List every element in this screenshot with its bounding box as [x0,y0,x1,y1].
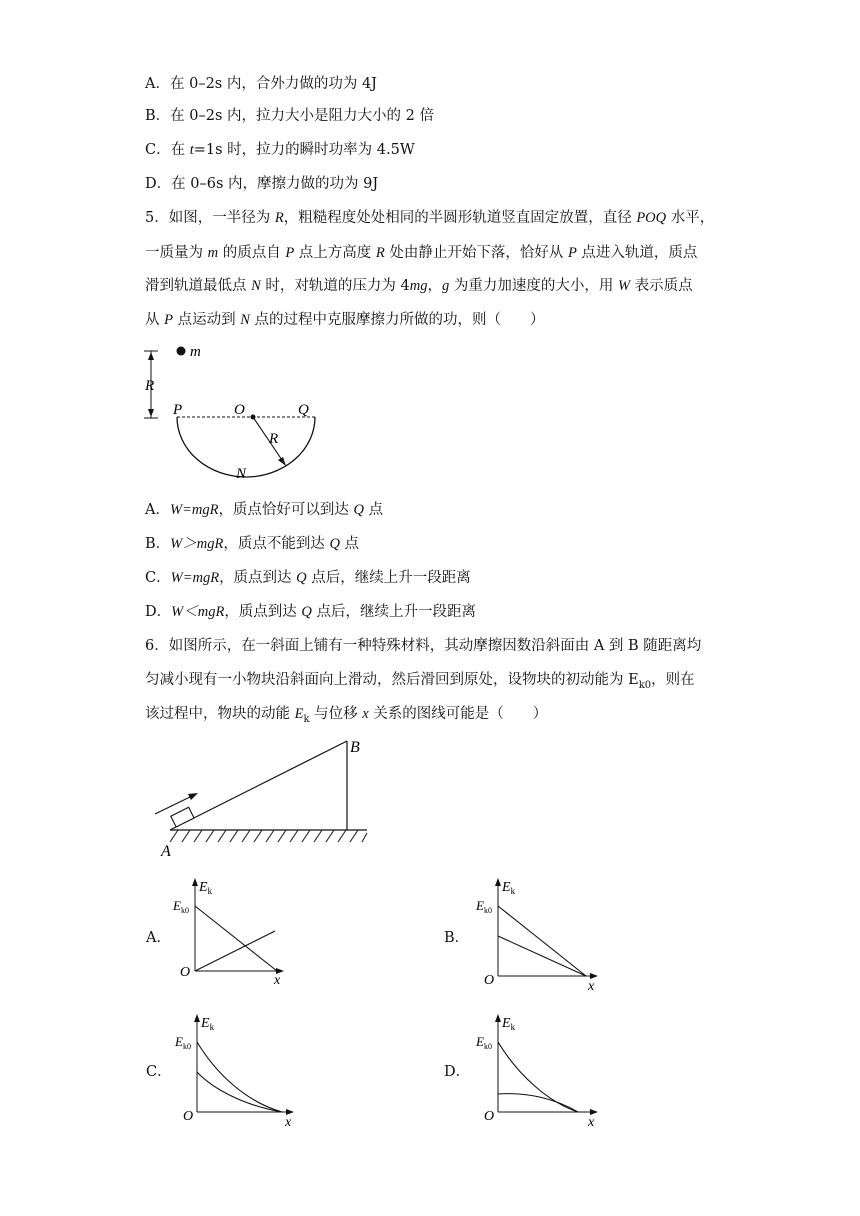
particle-dot [177,347,186,356]
origin-label: O [183,1109,194,1124]
q5-stem-line3: 滑到轨道最低点 N 时，对轨道的压力为 4mg，g 为重力加速度的大小，用 W 表示质点 [145,278,693,294]
point-n-label: N [236,466,247,482]
q5-stem-line4: 从 P 点运动到 N 点的过程中克服摩擦力所做的功，则（ ） [145,312,545,328]
curve-return-leg [498,936,586,976]
ek0-label: $E_{k0}$ [175,1034,191,1051]
ek0-label: $E_{k0}$ [173,898,189,915]
ground-hatching [170,830,367,842]
velocity-arrowhead [188,793,198,800]
dimension-arrow-up [148,352,154,360]
q5-stem-line2: 一质量为 m 的质点自 P 点上方高度 R 处由静止开始下落，恰好从 P 点进入轨道，质点 [145,245,698,261]
point-q-label: Q [298,402,309,418]
q5-option-c: C．W=mgR，质点到达 Q 点后，继续上升一段距离 [145,570,471,586]
graph-option-d-label: D． [444,1064,471,1080]
q6-stem-line1: 6．如图所示，在一斜面上铺有一种特殊材料，其动摩擦因数沿斜面由 A 到 B 随距离均 [145,638,702,654]
graph-option-c-label: C． [146,1064,172,1080]
q6-stem-line2: 匀减小现有一小物块沿斜面向上滑动，然后滑回到原处，设物块的初动能为 $E_{k0}$，则在 [145,672,695,691]
x-axis-label: x [588,979,595,992]
height-label: R [145,378,155,394]
curve-decreasing [195,906,277,971]
q5-option-a: A．W=mgR，质点恰好可以到达 Q 点 [145,502,384,518]
point-a-label: A [161,843,171,860]
ek0-label: $E_{k0}$ [476,898,492,915]
y-axis-arrow [495,1014,501,1022]
y-axis-arrow [495,878,501,886]
y-axis-label: $E_k$ [201,1016,215,1032]
q5-stem-line1: 5．如图，一半径为 R，粗糙程度处处相同的半圆形轨道竖直固定放置，直径 POQ 水平， [145,210,715,226]
point-b-label: B [350,739,360,756]
dimension-arrow-down [148,409,154,417]
curve-return-leg [498,1094,578,1112]
curve-increasing [195,931,275,971]
radius-arrowhead [278,457,286,466]
y-axis-label: $E_k$ [502,1016,516,1032]
point-p-label: P [173,402,183,418]
y-axis-arrow [194,1014,200,1022]
origin-label: O [484,1109,495,1124]
radius-label: R [269,431,279,447]
incline-figure [150,734,380,862]
q4-option-d: D．在 0–6s 内，摩擦力做的功为 9J [145,176,379,192]
graph-option-b [476,874,606,992]
x-axis-label: x [274,973,281,986]
q6-stem-line3: 该过程中，物块的动能 $E_k$ 与位移 x 关系的图线可能是（ ） [145,706,548,725]
point-o-label: O [234,402,245,418]
q4-option-a: A．在 0–2s 内，合外力做的功为 4J [145,76,377,92]
incline-surface [170,741,347,830]
curve-return-leg [197,1072,282,1112]
y-axis-label: $E_k$ [502,880,516,896]
ek0-label: $E_{k0}$ [476,1034,492,1051]
graph-option-a-label: A． [146,930,171,946]
mass-label: m [190,344,201,360]
curve-upward-leg [498,906,586,976]
graph-option-c [172,1010,302,1128]
q5-option-d: D．W＜mgR，质点到达 Q 点后，继续上升一段距离 [145,604,477,620]
origin-label: O [180,965,191,980]
graph-option-b-label: B． [444,930,470,946]
q5-option-b: B．W＞mgR，质点不能到达 Q 点 [145,536,360,552]
sliding-block [171,807,194,827]
curve-upward-leg [498,1042,578,1112]
graph-option-d [476,1010,606,1128]
q4-option-b: B．在 0–2s 内，拉力大小是阻力大小的 2 倍 [145,108,434,124]
q4-option-c: C．在 t=1s 时，拉力的瞬时功率为 4.5W [145,142,415,158]
q5-semicircle-figure [140,338,340,488]
x-axis-label: x [588,1115,595,1128]
graph-option-a [170,874,290,986]
curve-upward-leg [197,1042,282,1112]
origin-label: O [484,973,495,988]
y-axis-label: $E_k$ [199,880,213,896]
x-axis-label: x [285,1115,292,1128]
y-axis-arrow [192,878,198,886]
